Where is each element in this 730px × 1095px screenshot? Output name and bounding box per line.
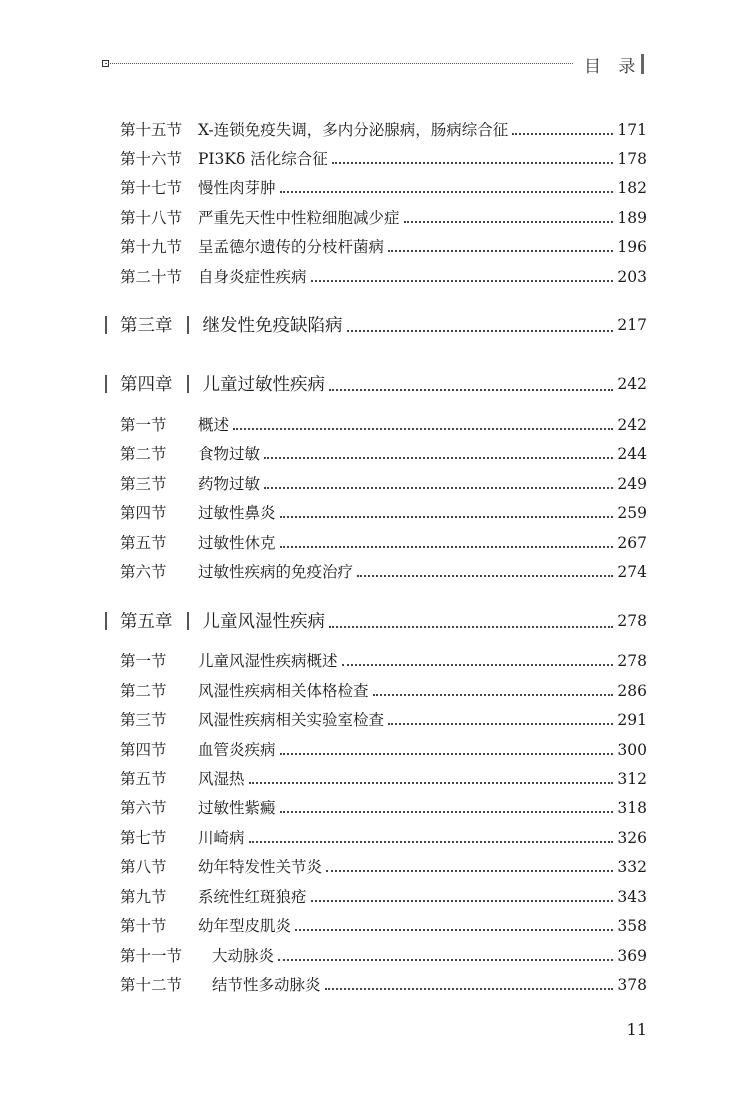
chapter-bar xyxy=(105,612,107,630)
dot-leader xyxy=(326,870,613,872)
toc-entry[interactable] xyxy=(120,230,647,256)
chapter-bar xyxy=(105,375,107,393)
section-title: 结节性多动脉炎 xyxy=(212,976,321,994)
page-number: 11 xyxy=(626,1020,647,1039)
toc-entry[interactable] xyxy=(120,850,647,876)
section-title: 儿童风湿性疾病概述 xyxy=(198,652,338,670)
section-title: 血管炎疾病 xyxy=(198,741,276,759)
toc-entry[interactable] xyxy=(120,674,647,700)
section-page: 278 xyxy=(617,652,647,670)
section-page: 259 xyxy=(617,504,647,522)
toc-entry[interactable] xyxy=(120,171,647,197)
toc-entry[interactable] xyxy=(120,260,647,286)
chapter-title: 儿童风湿性疾病 xyxy=(202,612,325,632)
dot-leader xyxy=(388,723,613,725)
toc-entry[interactable] xyxy=(120,644,647,670)
section-title: X-连锁免疫失调，多内分泌腺病，肠病综合征 xyxy=(198,121,509,139)
section-label: 第二节 xyxy=(120,682,167,700)
section-page: 171 xyxy=(617,121,647,139)
toc-entry[interactable] xyxy=(120,408,647,434)
dot-leader xyxy=(342,664,614,666)
section-label: 第四节 xyxy=(120,504,167,522)
section-label: 第十一节 xyxy=(120,947,183,965)
section-page: 312 xyxy=(617,770,647,788)
dot-leader xyxy=(249,841,614,843)
section-page: 300 xyxy=(617,741,647,759)
dot-leader xyxy=(249,782,614,784)
section-page: 318 xyxy=(617,799,647,817)
section-label: 第五节 xyxy=(120,534,167,552)
section-page: 196 xyxy=(617,238,647,256)
section-title: 严重先天性中性粒细胞减少症 xyxy=(198,209,400,227)
dot-leader xyxy=(280,811,614,813)
section-title: 幼年型皮肌炎 xyxy=(198,917,292,935)
toc-entry[interactable] xyxy=(120,733,647,759)
toc-entry[interactable] xyxy=(120,437,647,463)
dot-leader xyxy=(280,546,614,548)
dot-leader xyxy=(332,162,614,164)
section-title: 幼年特发性关节炎 xyxy=(198,858,323,876)
section-title: 系统性红斑狼疮 xyxy=(198,888,307,906)
section-page: 378 xyxy=(617,976,647,994)
section-page: 369 xyxy=(617,947,647,965)
toc-entry[interactable] xyxy=(120,555,647,581)
dot-leader xyxy=(329,626,613,628)
chapter-title: 继发性免疫缺陷病 xyxy=(202,316,343,336)
section-title: 过敏性鼻炎 xyxy=(198,504,276,522)
toc-entry[interactable] xyxy=(120,142,647,168)
section-page: 274 xyxy=(617,563,647,581)
section-title: 概述 xyxy=(198,416,230,434)
chapter-page: 242 xyxy=(617,375,647,393)
section-page: 291 xyxy=(617,711,647,729)
chapter-heading[interactable] xyxy=(105,366,647,396)
section-title: 过敏性紫癜 xyxy=(198,799,276,817)
section-label: 第四节 xyxy=(120,741,167,759)
section-page: 189 xyxy=(617,209,647,227)
section-label: 第八节 xyxy=(120,858,167,876)
chapter-heading[interactable] xyxy=(105,307,647,337)
section-title: 自身炎症性疾病 xyxy=(198,268,307,286)
section-title: 风湿性疾病相关实验室检查 xyxy=(198,711,385,729)
section-label: 第一节 xyxy=(120,416,167,434)
chapter-page: 217 xyxy=(617,316,647,334)
section-title: 风湿性疾病相关体格检查 xyxy=(198,682,369,700)
section-title: 大动脉炎 xyxy=(212,947,275,965)
section-title: PI3Kδ 活化综合征 xyxy=(198,150,328,168)
section-title: 过敏性疾病的免疫治疗 xyxy=(198,563,354,581)
dot-leader xyxy=(347,330,614,332)
toc-entry[interactable] xyxy=(120,526,647,552)
header-bar xyxy=(641,54,644,74)
section-label: 第三节 xyxy=(120,711,167,729)
section-page: 244 xyxy=(617,445,647,463)
toc-entry[interactable] xyxy=(120,791,647,817)
toc-entry[interactable] xyxy=(120,201,647,227)
dot-leader xyxy=(311,280,614,282)
header-title: 目 录 xyxy=(584,57,642,77)
section-title: 药物过敏 xyxy=(198,475,261,493)
section-page: 267 xyxy=(617,534,647,552)
dot-leader xyxy=(311,900,614,902)
chapter-label: 第五章 xyxy=(120,612,173,632)
toc-entry[interactable] xyxy=(120,821,647,847)
section-label: 第十七节 xyxy=(120,179,183,197)
section-title: 风湿热 xyxy=(198,770,245,788)
dot-leader xyxy=(373,694,614,696)
section-title: 过敏性休克 xyxy=(198,534,276,552)
section-label: 第十二节 xyxy=(120,976,183,994)
chapter-title: 儿童过敏性疾病 xyxy=(202,375,325,395)
dot-leader xyxy=(325,988,614,990)
toc-entry[interactable] xyxy=(120,939,647,965)
dot-leader xyxy=(295,929,613,931)
chapter-bar xyxy=(187,612,189,630)
chapter-bar xyxy=(187,316,189,334)
chapter-page: 278 xyxy=(617,612,647,630)
toc-entry[interactable] xyxy=(120,113,647,139)
section-title: 呈孟德尔遗传的分枝杆菌病 xyxy=(198,238,385,256)
chapter-label: 第三章 xyxy=(120,316,173,336)
section-title: 慢性肉芽肿 xyxy=(198,179,276,197)
section-label: 第十节 xyxy=(120,917,167,935)
dot-leader xyxy=(388,250,613,252)
dot-leader xyxy=(280,516,614,518)
section-label: 第九节 xyxy=(120,888,167,906)
toc-entry[interactable] xyxy=(120,467,647,493)
section-page: 249 xyxy=(617,475,647,493)
header-rule xyxy=(105,63,573,64)
dot-leader xyxy=(278,959,613,961)
dot-leader xyxy=(280,191,614,193)
section-page: 286 xyxy=(617,682,647,700)
toc-entry[interactable] xyxy=(120,762,647,788)
dot-leader xyxy=(264,457,613,459)
section-label: 第十六节 xyxy=(120,150,183,168)
section-label: 第六节 xyxy=(120,799,167,817)
section-page: 182 xyxy=(617,179,647,197)
toc-entry[interactable] xyxy=(120,968,647,994)
section-label: 第七节 xyxy=(120,829,167,847)
section-title: 川崎病 xyxy=(198,829,245,847)
section-label: 第十五节 xyxy=(120,121,183,139)
chapter-heading[interactable] xyxy=(105,603,647,633)
section-title: 食物过敏 xyxy=(198,445,261,463)
section-label: 第六节 xyxy=(120,563,167,581)
section-page: 332 xyxy=(617,858,647,876)
dot-leader xyxy=(280,753,614,755)
dot-leader xyxy=(264,487,613,489)
section-page: 326 xyxy=(617,829,647,847)
section-label: 第一节 xyxy=(120,652,167,670)
dot-leader xyxy=(329,389,613,391)
toc-entry[interactable] xyxy=(120,496,647,522)
dot-leader xyxy=(233,428,613,430)
section-page: 242 xyxy=(617,416,647,434)
section-label: 第二十节 xyxy=(120,268,183,286)
section-page: 343 xyxy=(617,888,647,906)
dot-leader xyxy=(512,133,613,135)
section-label: 第五节 xyxy=(120,770,167,788)
dot-leader xyxy=(357,575,613,577)
section-label: 第二节 xyxy=(120,445,167,463)
toc-entry[interactable] xyxy=(120,703,647,729)
section-page: 178 xyxy=(617,150,647,168)
chapter-label: 第四章 xyxy=(120,375,173,395)
chapter-bar xyxy=(187,375,189,393)
section-label: 第十八节 xyxy=(120,209,183,227)
toc-entry[interactable] xyxy=(120,880,647,906)
section-page: 203 xyxy=(617,268,647,286)
section-label: 第三节 xyxy=(120,475,167,493)
dot-leader xyxy=(404,221,614,223)
toc-entry[interactable] xyxy=(120,909,647,935)
section-page: 358 xyxy=(617,917,647,935)
section-label: 第十九节 xyxy=(120,238,183,256)
chapter-bar xyxy=(105,316,107,334)
